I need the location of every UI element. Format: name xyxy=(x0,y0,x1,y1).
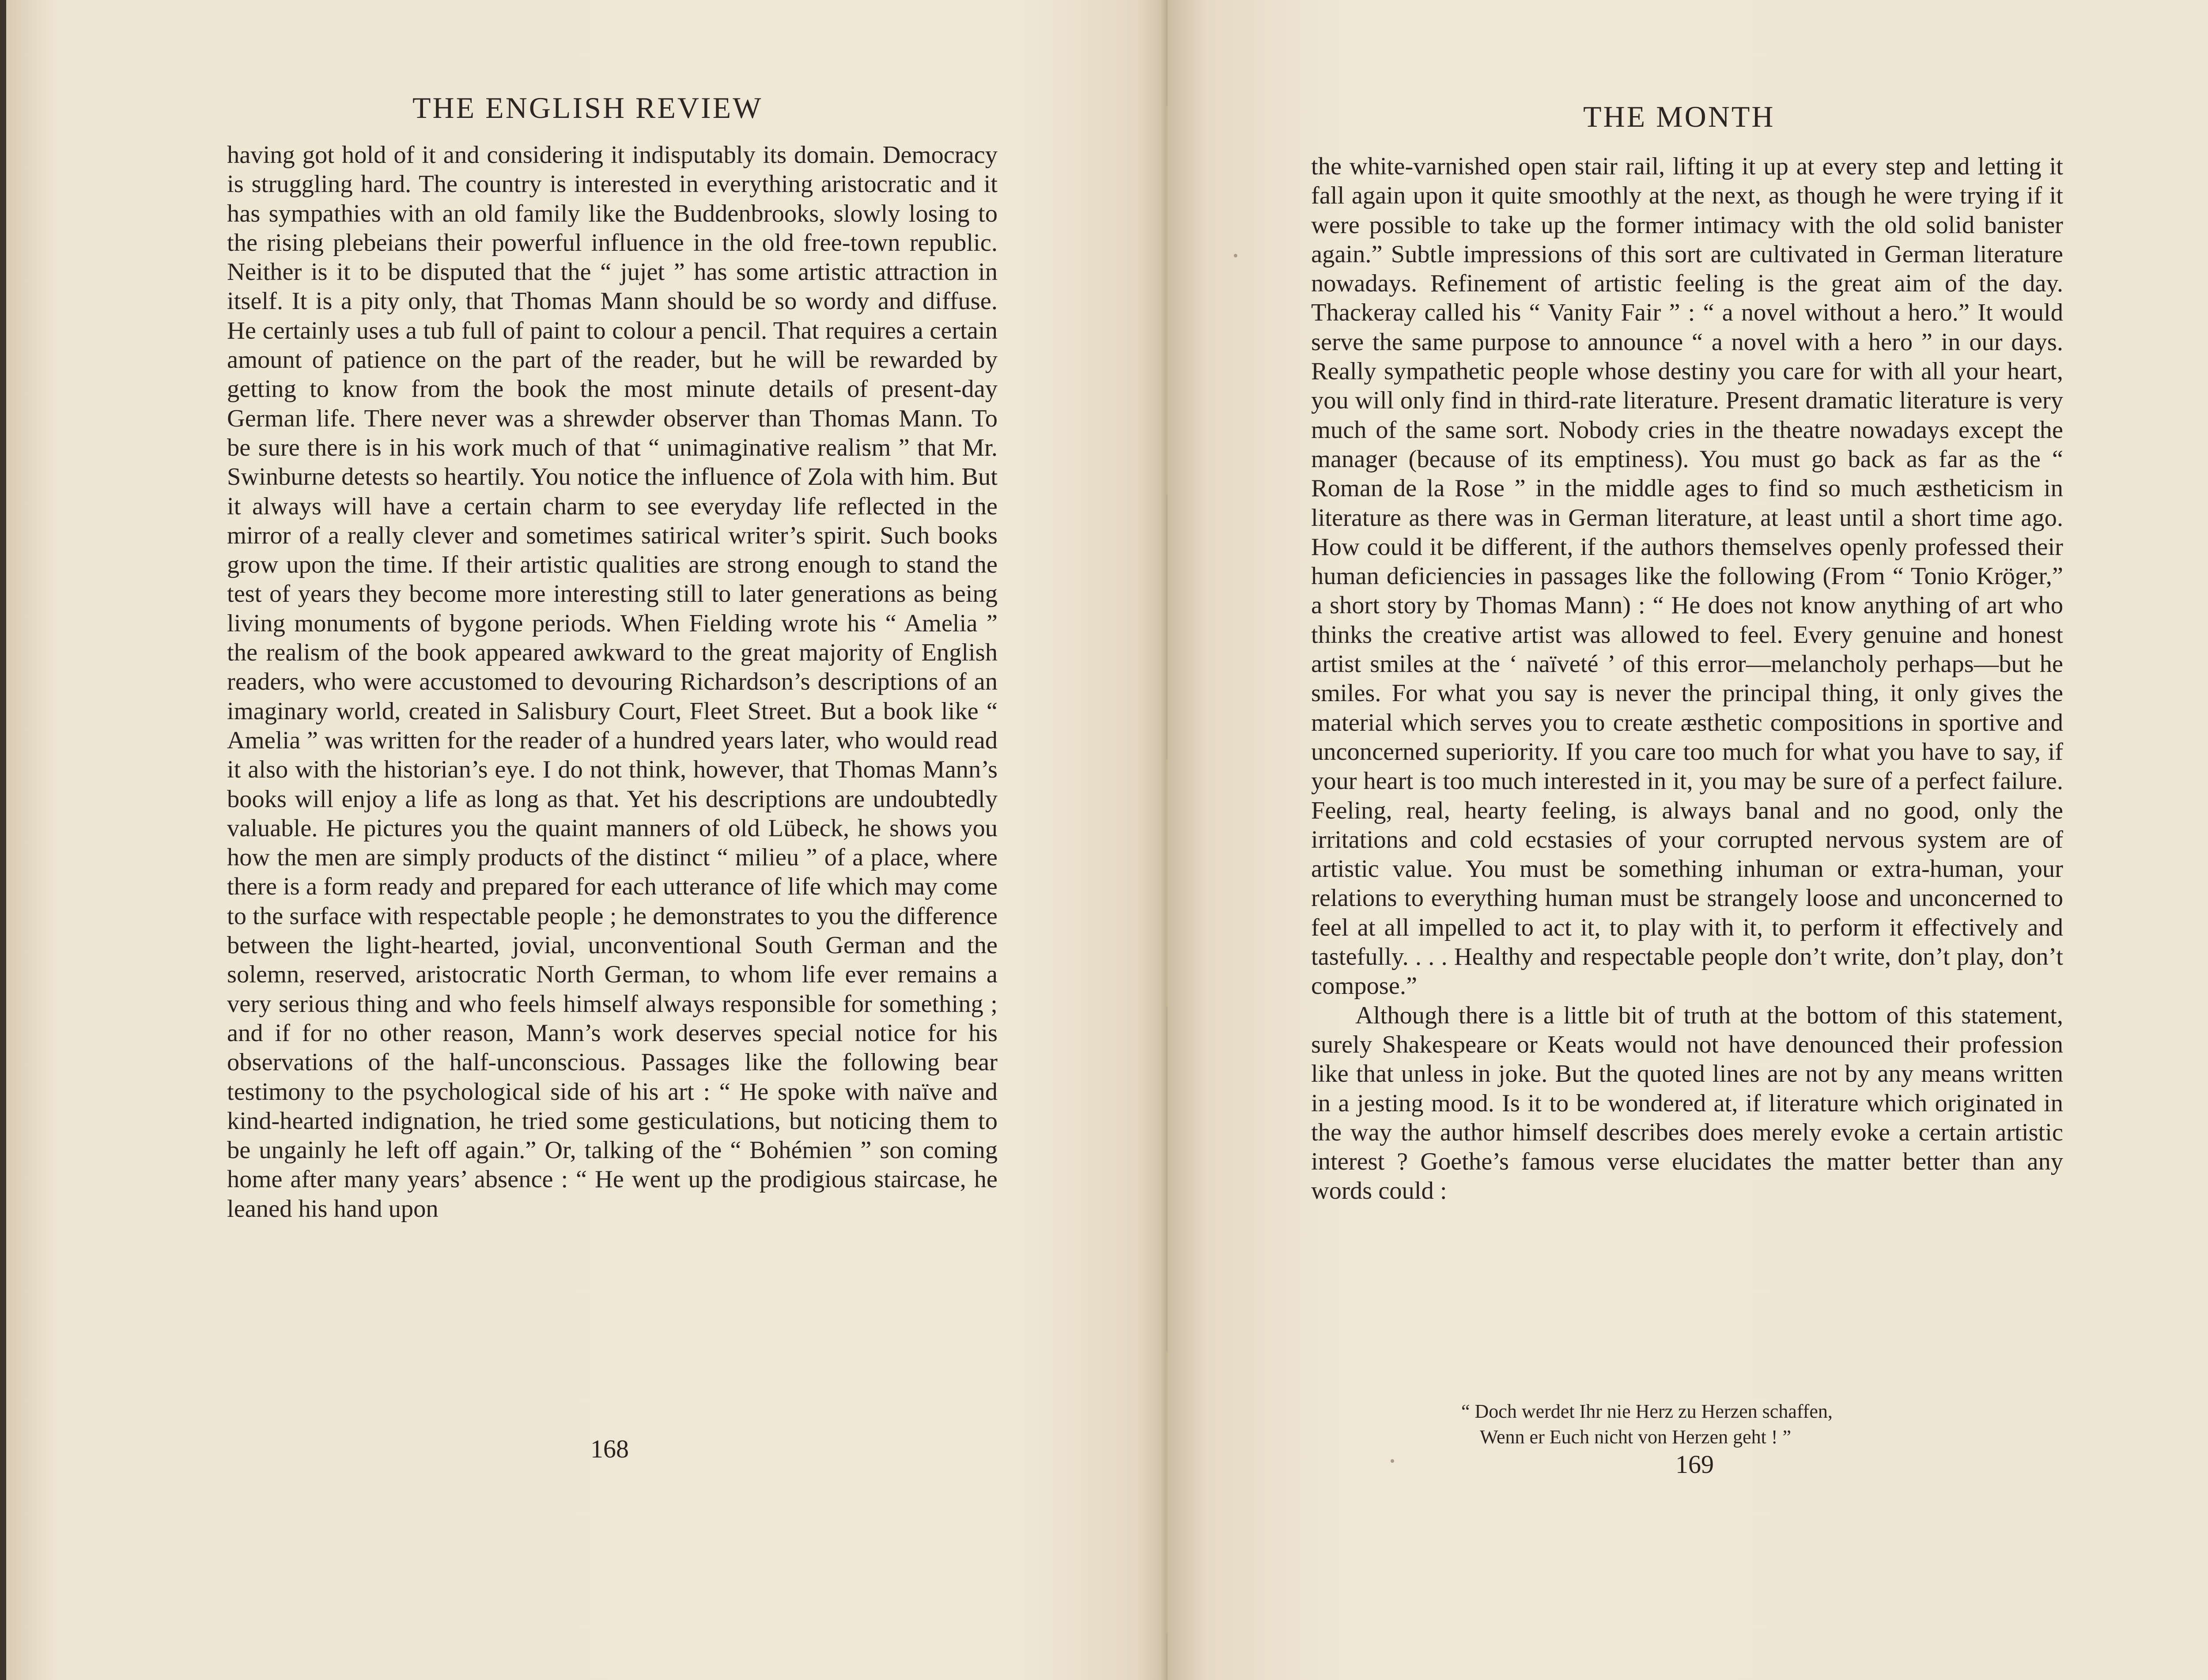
paper-speck xyxy=(1391,1459,1394,1463)
right-page-body xyxy=(1311,152,2063,1206)
page-number-right: 169 xyxy=(1675,1450,1714,1479)
quote-line-1: “ Doch werdet Ihr nie Herz zu Herzen schaffen, xyxy=(1461,1401,1833,1422)
right-page xyxy=(1168,0,2208,1680)
running-header-left: THE ENGLISH REVIEW xyxy=(412,91,763,125)
quote-line-2: Wenn er Euch nicht von Herzen geht ! ” xyxy=(1480,1426,1792,1448)
page-number-left: 168 xyxy=(590,1435,629,1463)
left-page xyxy=(6,0,1168,1680)
running-header-right: THE MONTH xyxy=(1583,100,1775,133)
paper-speck xyxy=(1234,254,1237,257)
left-body-paragraph: having got hold of it and considering it indisputably its domain. Democracy is struggling hard. The country is interested in everything aristocratic and it has sympathies with an old family like the Buddenbrooks, slowly losing to the rising plebeians their powerful influence in the old free-town republic. Neither is it to be disputed that the “ jujet ” has some artistic attraction in itself. It is a pity only, that Thomas Mann should be so wordy and diffuse. He certainly uses a tub full of paint to colour a pencil. That requires a certain amount of patience on the part of the reader, but he will be rewarded by getting to know from the book the most minute details of present-day German life. There never was a shrewder observer than Thomas Mann. To be sure there is in his work much of that “ unimaginative realism ” that Mr. Swinburne detests so heartily. You notice the influence of Zola with him. But it always will have a certain charm to see everyday life reflected in the mirror of a really clever and sometimes satirical writer’s spirit. Such books grow upon the time. If their artistic qualities are strong enough to stand the test of years they become more interesting still to later generations as being living monuments of bygone periods. When Fielding wrote his “ Amelia ” the realism of the book appeared awkward to the great majority of English readers, who were accustomed to devouring Richardson’s descriptions of an imaginary world, created in Salisbury Court, Fleet Street. But a book like “ Amelia ” was written for the reader of a hundred years later, who would read it also with the historian’s eye. I do not think, however, that Thomas Mann’s books will enjoy a life as long as that. Yet his descriptions are undoubtedly valuable. He pictures you the quaint manners of old Lübeck, he shows you how the men are simply products of the distinct “ milieu ” of a place, where there is a form ready and prepared for each utterance of life which may come to the surface with respectable people ; he demonstrates to you the difference between the light-hearted, jovial, unconventional South German and the solemn, reserved, aristocratic North German, to whom life ever remains a very serious thing and who feels himself always responsible for something ; and if for no other reason, Mann’s work deserves special notice for his observations of the half-unconscious. Passages like the following bear testimony to the psychological side of his art : “ He spoke with naïve and kind-hearted indignation, he tried some gesticulations, but noticing them to be ungainly he left off again.” Or, talking of the “ Bohémien ” son coming home after many years’ absence : “ He went up the prodigious staircase, he leaned his hand upon xyxy=(227,141,998,1223)
right-body-paragraph-1: the white-varnished open stair rail, lifting it up at every step and letting it fall again upon it quite smoothly at the next, as though he were trying if it were possible to take up the former intimacy with the old solid banister again.” Subtle impressions of this sort are cultivated in German literature nowadays. Refinement of artistic feeling is the great aim of the day. Thackeray called his “ Vanity Fair ” : “ a novel without a hero.” It would serve the same purpose to announce “ a novel with a hero ” in our days. Really sympathetic people whose destiny you care for with all your heart, you will only find in third-rate literature. Present dramatic literature is very much of the same sort. Nobody cries in the theatre nowadays except the manager (because of its emptiness). You must go back as far as the “ Roman de la Rose ” in the middle ages to find so much æstheticism in literature as there was in German literature, at least until a short time ago. How could it be different, if the authors themselves openly professed their human deficiencies in passages like the following (From “ Tonio Kröger,” a short story by Thomas Mann) : “ He does not know anything of art who thinks the creative artist was allowed to feel. Every genuine and honest artist smiles at the ‘ naïveté ’ of this error—melancholy perhaps—but he smiles. For what you say is never the principal thing, it only gives the material which serves you to create æsthetic compositions in sportive and unconcerned superiority. If you care too much for what you have to say, if your heart is too much interested in it, you may be sure of a perfect failure. Feeling, real, hearty feeling, is always banal and no good, only the irritations and cold ecstasies of your corrupted nervous system are of artistic value. You must be something inhuman or extra-human, your relations to everything human must be strangely loose and unconcerned to feel at all impelled to act it, to play with it, to perform it effectively and tastefully. . . . Healthy and respectable people don’t write, don’t play, don’t compose.” xyxy=(1311,153,2063,1000)
right-body-paragraph-2: Although there is a little bit of truth at the bottom of this statement, surely Shakespeare or Keats would not have denounced their profession like that unless in joke. But the quoted lines are not by any means written in a jesting mood. Is it to be wondered at, if literature which originated in the way the author himself describes does merely evoke a certain artistic interest ? Goethe’s famous verse elucidates the matter better than any words could : xyxy=(1311,1001,2063,1205)
book-cover-edge-left xyxy=(0,0,6,1680)
left-page-body xyxy=(227,140,998,1223)
goethe-verse-quote xyxy=(1461,1399,1833,1450)
